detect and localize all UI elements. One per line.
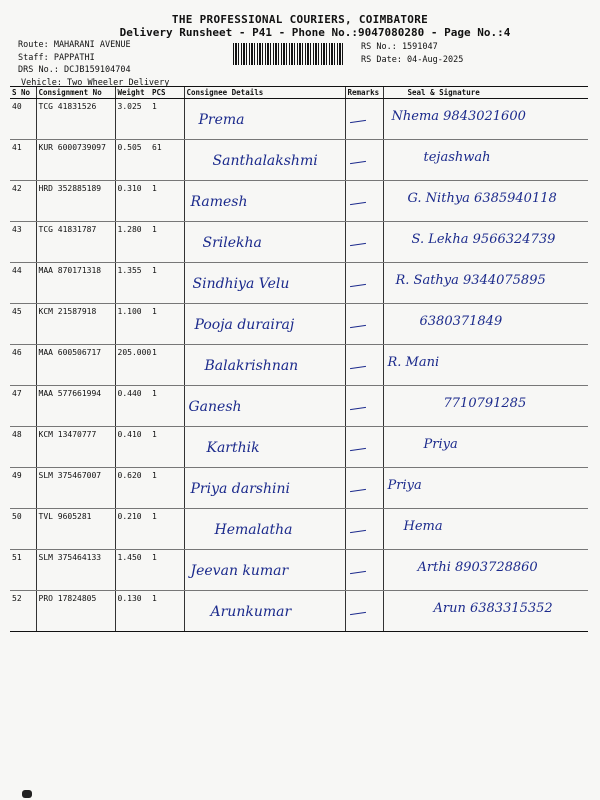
tick-mark [350, 120, 366, 123]
vehicle-label: Vehicle: Two Wheeler Delivery [21, 77, 170, 88]
pcs-cell: 1 [150, 222, 184, 263]
col-header-seal-signature: Seal & Signature [383, 87, 588, 99]
seal-signature-cell [383, 99, 588, 140]
seal-signature-cell [383, 509, 588, 550]
pcs-cell: 1 [150, 386, 184, 427]
table-row [10, 509, 588, 550]
col-header-remarks: Remarks [345, 87, 383, 99]
seal-signature-cell [383, 345, 588, 386]
weight-cell: 0.440 [115, 386, 150, 427]
consignee-handwritten-name: Sindhiya Velu [192, 276, 290, 292]
consignment-cell: TVL 9605281 [36, 509, 115, 550]
tick-mark [350, 407, 366, 410]
remarks-cell [345, 99, 383, 140]
consignment-cell: HRD 352885189 [36, 181, 115, 222]
consignee-cell [184, 345, 345, 386]
consignee-cell [184, 263, 345, 304]
tick-mark [350, 366, 366, 369]
signature-handwriting: Priya [423, 437, 458, 452]
weight-cell: 0.620 [115, 468, 150, 509]
consignment-cell: MAA 870171318 [36, 263, 115, 304]
consignment-cell: KCM 21587918 [36, 304, 115, 345]
sno-cell: 49 [10, 468, 36, 509]
consignee-cell [184, 550, 345, 591]
sno-cell: 43 [10, 222, 36, 263]
col-header-weight: Weight [115, 87, 150, 99]
weight-cell: 3.025 [115, 99, 150, 140]
weight-cell: 1.355 [115, 263, 150, 304]
seal-signature-cell [383, 591, 588, 632]
col-header-sno: S No [10, 87, 36, 99]
weight-cell: 0.130 [115, 591, 150, 632]
remarks-cell [345, 509, 383, 550]
col-header-consignment: Consignment No [36, 87, 115, 99]
consignee-handwritten-name: Priya darshini [190, 481, 290, 497]
weight-cell: 0.310 [115, 181, 150, 222]
remarks-cell [345, 263, 383, 304]
tick-mark [350, 202, 366, 205]
sno-cell: 45 [10, 304, 36, 345]
tick-mark [350, 612, 366, 615]
signature-handwriting: Nhema 9843021600 [391, 109, 526, 124]
remarks-cell [345, 181, 383, 222]
consignee-handwritten-name: Hemalatha [214, 522, 293, 538]
table-row [10, 550, 588, 591]
consignee-cell [184, 427, 345, 468]
consignee-cell [184, 222, 345, 263]
remarks-cell [345, 222, 383, 263]
tick-mark [350, 325, 366, 328]
consignee-handwritten-name: Jeevan kumar [190, 563, 289, 579]
consignment-cell: MAA 577661994 [36, 386, 115, 427]
consignee-cell [184, 181, 345, 222]
signature-handwriting: S. Lekha 9566324739 [411, 232, 556, 247]
weight-cell: 1.450 [115, 550, 150, 591]
rs-number: RS No.: 1591047 [361, 42, 438, 52]
signature-handwriting: Arthi 8903728860 [417, 560, 538, 575]
sno-cell: 48 [10, 427, 36, 468]
runsheet-table [10, 86, 588, 632]
sno-cell: 51 [10, 550, 36, 591]
signature-handwriting: Hema [403, 519, 443, 534]
table-row [10, 99, 588, 140]
remarks-cell [345, 550, 383, 591]
sno-cell: 50 [10, 509, 36, 550]
signature-handwriting: G. Nithya 6385940118 [407, 191, 557, 206]
rs-date: RS Date: 04-Aug-2025 [361, 54, 464, 65]
col-header-pcs: PCS [150, 87, 184, 99]
sno-cell: 47 [10, 386, 36, 427]
consignment-cell: KCM 13470777 [36, 427, 115, 468]
runsheet-subtitle: Delivery Runsheet - P41 - Phone No.:9047080280 - Page No.:4 [119, 26, 511, 39]
seal-signature-cell [383, 550, 588, 591]
drs-number: DRS No.: DCJB159104704 [18, 65, 131, 75]
consignee-cell [184, 386, 345, 427]
consignment-cell: SLM 375467007 [36, 468, 115, 509]
pcs-cell: 1 [150, 591, 184, 632]
consignment-cell: TCG 41831526 [36, 99, 115, 140]
tick-mark [350, 530, 366, 533]
table-row [10, 468, 588, 509]
pcs-cell: 61 [150, 140, 184, 181]
pcs-cell: 1 [150, 263, 184, 304]
signature-handwriting: 7710791285 [443, 396, 527, 411]
consignment-cell: SLM 375464133 [36, 550, 115, 591]
remarks-cell [345, 386, 383, 427]
consignment-cell: PRO 17824805 [36, 591, 115, 632]
consignment-cell: KUR 6000739097 [36, 140, 115, 181]
pcs-cell: 1 [150, 468, 184, 509]
pcs-cell: 1 [150, 509, 184, 550]
sno-cell: 41 [10, 140, 36, 181]
tick-mark [350, 161, 366, 164]
runsheet-title: THE PROFESSIONAL COURIERS, COIMBATORE [171, 13, 429, 26]
consignee-handwritten-name: Balakrishnan [204, 358, 299, 374]
tick-mark [350, 489, 366, 492]
table-row [10, 427, 588, 468]
pcs-cell: 1 [150, 304, 184, 345]
consignee-handwritten-name: Pooja durairaj [194, 317, 295, 333]
signature-handwriting: Arun 6383315352 [433, 601, 553, 616]
signature-handwriting: tejashwah [423, 150, 491, 165]
weight-cell: 1.100 [115, 304, 150, 345]
tick-mark [350, 284, 366, 287]
table-row [10, 181, 588, 222]
weight-cell: 1.280 [115, 222, 150, 263]
table-row [10, 140, 588, 181]
weight-cell: 0.505 [115, 140, 150, 181]
seal-signature-cell [383, 140, 588, 181]
weight-cell: 0.410 [115, 427, 150, 468]
consignee-handwritten-name: Santhalakshmi [212, 153, 318, 169]
consignee-cell [184, 140, 345, 181]
table-row [10, 304, 588, 345]
staff-label: Staff: PAPPATHI [18, 52, 95, 63]
consignee-cell [184, 99, 345, 140]
sno-cell: 44 [10, 263, 36, 304]
table-header-row [10, 87, 588, 99]
weight-cell: 0.210 [115, 509, 150, 550]
signature-handwriting: R. Sathya 9344075895 [395, 273, 546, 288]
seal-signature-cell [383, 386, 588, 427]
remarks-cell [345, 468, 383, 509]
table-row [10, 591, 588, 632]
seal-signature-cell [383, 304, 588, 345]
seal-signature-cell [383, 468, 588, 509]
tick-mark [350, 448, 366, 451]
consignee-cell [184, 468, 345, 509]
consignee-cell [184, 304, 345, 345]
pcs-cell: 1 [150, 550, 184, 591]
remarks-cell [345, 345, 383, 386]
route-label: Route: MAHARANI AVENUE [18, 40, 131, 50]
consignee-cell [184, 591, 345, 632]
consignee-handwritten-name: Srilekha [202, 235, 262, 251]
pcs-cell: 1 [150, 99, 184, 140]
remarks-cell [345, 304, 383, 345]
consignee-handwritten-name: Ramesh [190, 194, 248, 210]
consignment-cell: TCG 41831787 [36, 222, 115, 263]
remarks-cell [345, 427, 383, 468]
signature-handwriting: R. Mani [387, 355, 440, 370]
pcs-cell: 1 [150, 181, 184, 222]
table-row [10, 263, 588, 304]
table-row [10, 345, 588, 386]
sno-cell: 52 [10, 591, 36, 632]
table-row [10, 386, 588, 427]
seal-signature-cell [383, 222, 588, 263]
sno-cell: 46 [10, 345, 36, 386]
seal-signature-cell [383, 427, 588, 468]
consignee-handwritten-name: Arunkumar [210, 604, 292, 620]
meta-right-block [361, 41, 463, 66]
table-row [10, 222, 588, 263]
consignee-handwritten-name: Prema [198, 112, 245, 128]
signature-handwriting: 6380371849 [419, 314, 503, 329]
sno-cell: 42 [10, 181, 36, 222]
pcs-cell: 1 [150, 345, 184, 386]
consignee-handwritten-name: Ganesh [188, 399, 242, 415]
seal-signature-cell [383, 181, 588, 222]
meta-left-block [18, 39, 169, 89]
pcs-cell: 1 [150, 427, 184, 468]
tick-mark [350, 243, 366, 246]
remarks-cell [345, 140, 383, 181]
signature-handwriting: Priya [387, 478, 422, 493]
consignment-cell: MAA 600506717 [36, 345, 115, 386]
remarks-cell [345, 591, 383, 632]
consignee-handwritten-name: Karthik [206, 440, 260, 456]
weight-cell: 205.000 [115, 345, 150, 386]
page-corner-mark [22, 790, 32, 798]
sno-cell: 40 [10, 99, 36, 140]
barcode-image [233, 43, 345, 65]
tick-mark [350, 571, 366, 574]
seal-signature-cell [383, 263, 588, 304]
consignee-cell [184, 509, 345, 550]
col-header-consignee: Consignee Details [184, 87, 345, 99]
